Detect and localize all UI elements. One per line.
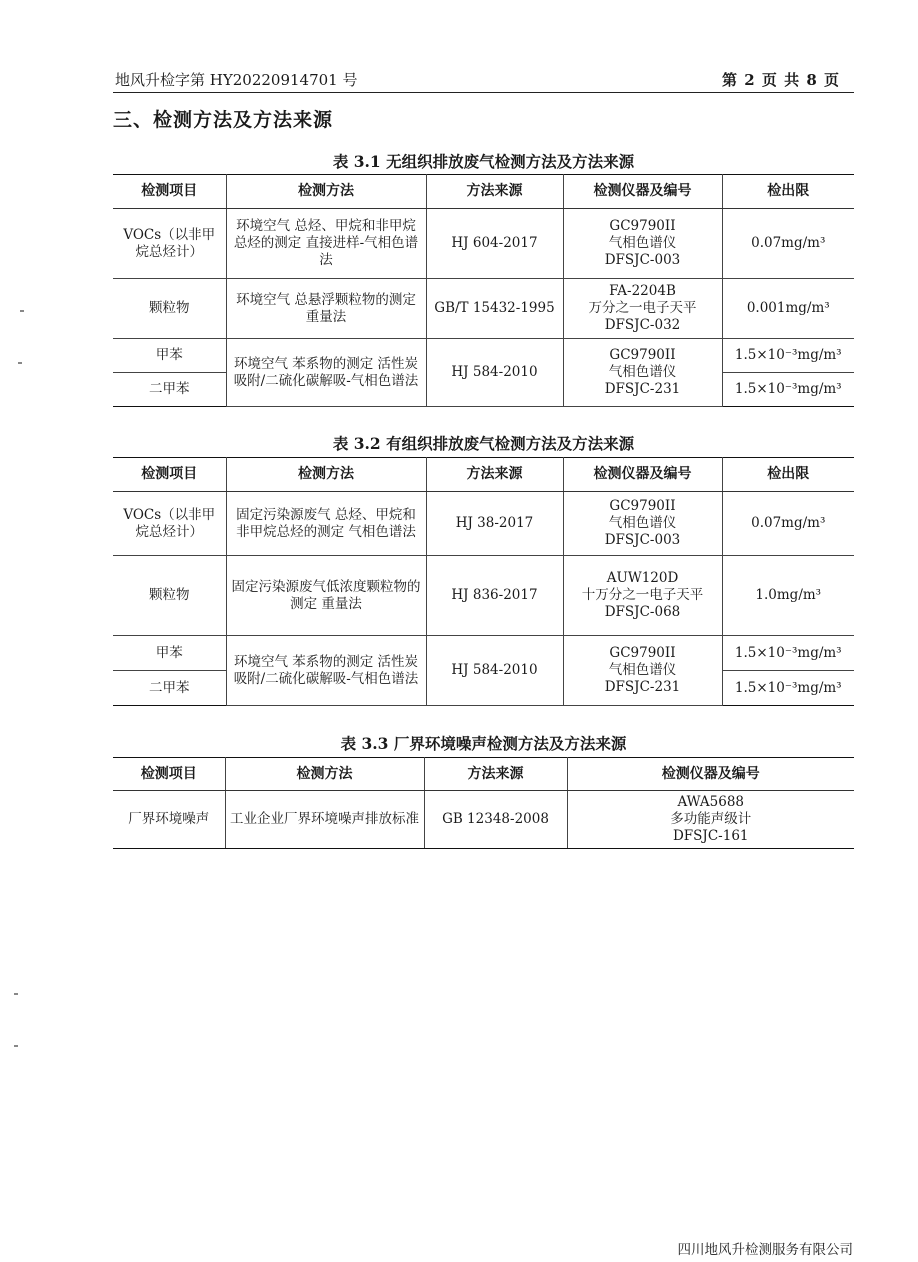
source-cell: HJ 604-2017 xyxy=(426,209,563,279)
scan-mark xyxy=(18,362,22,364)
source-cell: GB/T 15432-1995 xyxy=(426,279,563,339)
limit-cell: 0.001mg/m³ xyxy=(722,279,854,339)
report-number: 地风升检字第 HY20220914701 号 xyxy=(115,71,358,89)
item-cell: 二甲苯 xyxy=(113,671,226,706)
method-cell: 环境空气 总悬浮颗粒物的测定 重量法 xyxy=(226,279,426,339)
item-cell: 厂界环境噪声 xyxy=(113,791,225,849)
source-cell: HJ 836-2017 xyxy=(426,556,563,636)
table3-header-item: 检测项目 xyxy=(113,758,225,791)
instrument-model: AWA5688 xyxy=(677,794,744,810)
item-cell: 颗粒物 xyxy=(113,556,226,636)
table3-header-method: 检测方法 xyxy=(225,758,424,791)
table1-header-instrument: 检测仪器及编号 xyxy=(563,175,722,209)
company-footer: 四川地风升检测服务有限公司 xyxy=(677,1242,853,1258)
instrument-name: 气相色谱仪 xyxy=(608,235,677,251)
table1-caption: 表 3.1 无组织排放废气检测方法及方法来源 xyxy=(332,152,635,171)
table-row xyxy=(113,209,854,279)
instrument-id: DFSJC-161 xyxy=(672,828,749,844)
item-cell: 甲苯 xyxy=(113,636,226,671)
instrument-id: DFSJC-068 xyxy=(604,604,681,620)
instrument-cell xyxy=(563,209,722,279)
item-cell: 颗粒物 xyxy=(113,279,226,339)
instrument-name: 多功能声级计 xyxy=(670,811,752,827)
source-cell: GB 12348-2008 xyxy=(424,791,567,849)
item-cell: VOCs（以非甲烷总烃计） xyxy=(113,492,226,556)
instrument-name: 十万分之一电子天平 xyxy=(581,587,704,603)
instrument-cell xyxy=(567,791,854,849)
table2-header-instrument: 检测仪器及编号 xyxy=(563,458,722,492)
limit-cell: 0.07mg/m³ xyxy=(722,492,854,556)
table1-header-method: 检测方法 xyxy=(226,175,426,209)
section-title: 三、检测方法及方法来源 xyxy=(113,109,334,131)
table1 xyxy=(113,174,854,407)
table2 xyxy=(113,457,854,706)
limit-cell: 1.5×10⁻³mg/m³ xyxy=(722,339,854,373)
header-divider xyxy=(113,92,854,93)
scan-mark xyxy=(14,993,18,995)
source-cell: HJ 584-2010 xyxy=(426,339,563,407)
limit-cell: 0.07mg/m³ xyxy=(722,209,854,279)
table2-header-limit: 检出限 xyxy=(722,458,854,492)
table-row xyxy=(113,339,854,373)
method-cell: 工业企业厂界环境噪声排放标准 xyxy=(225,791,424,849)
table1-header-item: 检测项目 xyxy=(113,175,226,209)
limit-cell: 1.5×10⁻³mg/m³ xyxy=(722,671,854,706)
method-cell: 固定污染源废气低浓度颗粒物的测定 重量法 xyxy=(226,556,426,636)
table2-header-source: 方法来源 xyxy=(426,458,563,492)
instrument-model: GC9790II xyxy=(609,498,676,514)
table1-header-source: 方法来源 xyxy=(426,175,563,209)
instrument-id: DFSJC-231 xyxy=(604,679,681,695)
limit-cell: 1.5×10⁻³mg/m³ xyxy=(722,636,854,671)
item-cell: 甲苯 xyxy=(113,339,226,373)
table3-caption: 表 3.3 厂界环境噪声检测方法及方法来源 xyxy=(340,734,627,753)
instrument-name: 气相色谱仪 xyxy=(608,364,677,380)
instrument-cell xyxy=(563,339,722,407)
instrument-id: DFSJC-032 xyxy=(604,317,681,333)
source-cell: HJ 38-2017 xyxy=(426,492,563,556)
instrument-name: 万分之一电子天平 xyxy=(588,300,697,316)
instrument-id: DFSJC-231 xyxy=(604,381,681,397)
table2-header-row xyxy=(113,458,854,492)
table2-header-item: 检测项目 xyxy=(113,458,226,492)
method-cell: 环境空气 苯系物的测定 活性炭吸附/二硫化碳解吸-气相色谱法 xyxy=(226,339,426,407)
instrument-cell xyxy=(563,492,722,556)
table-row xyxy=(113,636,854,671)
instrument-cell xyxy=(563,556,722,636)
page-number: 第 2 页 共 8 页 xyxy=(722,71,840,89)
item-cell: VOCs（以非甲烷总烃计） xyxy=(113,209,226,279)
instrument-id: DFSJC-003 xyxy=(604,252,681,268)
instrument-cell xyxy=(563,636,722,706)
method-cell: 环境空气 总烃、甲烷和非甲烷总烃的测定 直接进样-气相色谱法 xyxy=(226,209,426,279)
instrument-model: FA-2204B xyxy=(609,283,676,299)
instrument-model: GC9790II xyxy=(609,218,676,234)
method-cell: 固定污染源废气 总烃、甲烷和非甲烷总烃的测定 气相色谱法 xyxy=(226,492,426,556)
table1-header-limit: 检出限 xyxy=(722,175,854,209)
item-cell: 二甲苯 xyxy=(113,373,226,407)
method-cell: 环境空气 苯系物的测定 活性炭吸附/二硫化碳解吸-气相色谱法 xyxy=(226,636,426,706)
instrument-cell xyxy=(563,279,722,339)
instrument-id: DFSJC-003 xyxy=(604,532,681,548)
instrument-model: AUW120D xyxy=(606,570,679,586)
instrument-model: GC9790II xyxy=(609,645,676,661)
table3-header-row xyxy=(113,758,854,791)
table-row xyxy=(113,556,854,636)
limit-cell: 1.5×10⁻³mg/m³ xyxy=(722,373,854,407)
table2-header-method: 检测方法 xyxy=(226,458,426,492)
source-cell: HJ 584-2010 xyxy=(426,636,563,706)
scan-mark xyxy=(20,310,24,312)
table-row xyxy=(113,791,854,849)
table2-caption: 表 3.2 有组织排放废气检测方法及方法来源 xyxy=(332,434,635,453)
table-row xyxy=(113,492,854,556)
scan-mark xyxy=(14,1045,18,1047)
table-row xyxy=(113,279,854,339)
limit-cell: 1.0mg/m³ xyxy=(722,556,854,636)
instrument-model: GC9790II xyxy=(609,347,676,363)
table3-header-source: 方法来源 xyxy=(424,758,567,791)
table3 xyxy=(113,757,854,849)
instrument-name: 气相色谱仪 xyxy=(608,515,677,531)
instrument-name: 气相色谱仪 xyxy=(608,662,677,678)
table3-header-instrument: 检测仪器及编号 xyxy=(567,758,854,791)
table1-header-row xyxy=(113,175,854,209)
